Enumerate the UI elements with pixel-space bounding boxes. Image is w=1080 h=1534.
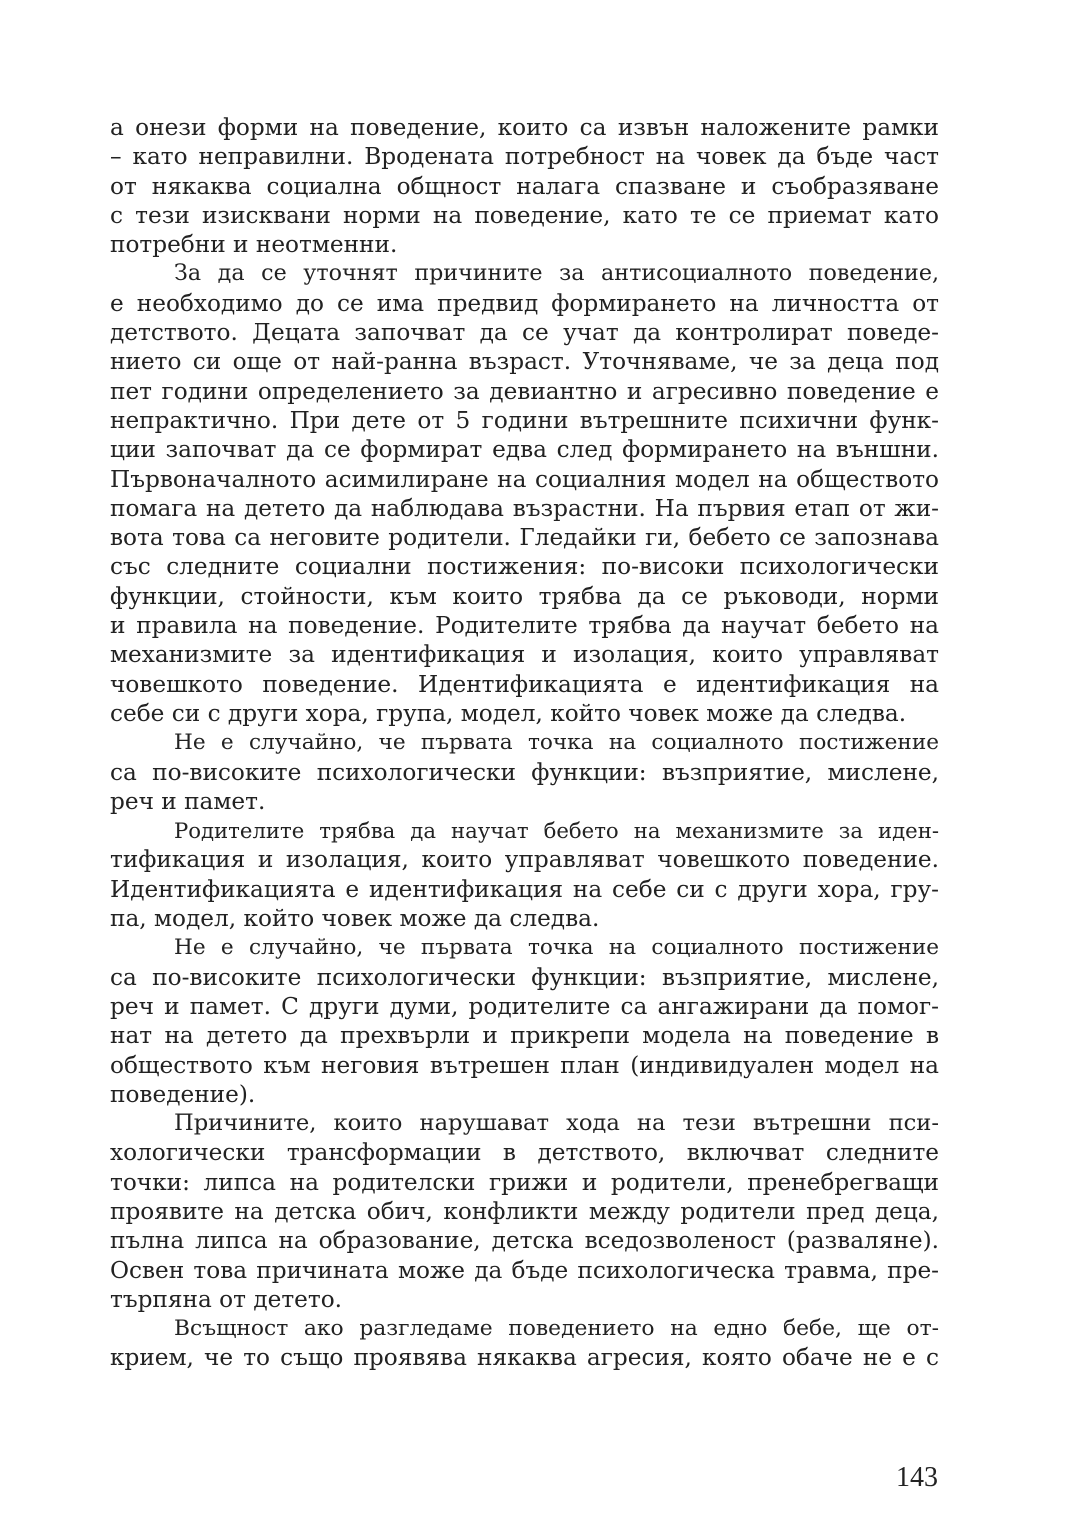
text-line: Не е случайно, че първата точка на социалното постижение — [174, 730, 939, 756]
page-body-text — [110, 113, 939, 1373]
text-line: ции започват да се формират едва след формирането на външни. — [110, 436, 939, 464]
text-line: Не е случайно, че първата точка на социалното постижение — [174, 935, 939, 961]
text-line: вота това са неговите родители. Гледайки ги, бебето се запознава — [110, 524, 939, 552]
text-line: нат на детето да прехвърли и прикрепи модела на поведение в — [110, 1022, 939, 1050]
text-line: реч и памет. — [110, 787, 266, 815]
text-line: с тези изисквани норми на поведение, като те се приемат като — [110, 201, 939, 229]
text-line: са по-високите психологически функции: възприятие, мислене, — [110, 758, 939, 786]
text-line: обществото към неговия вътрешен план (индивидуален модел на — [110, 1051, 939, 1079]
text-line: Идентификацията е идентификация на себе си с други хора, гру- — [110, 875, 939, 903]
text-line: Родителите трябва да научат бебето на механизмите за иден- — [174, 818, 939, 844]
text-line: – като неправилни. Вродената потребност на човек да бъде част — [110, 143, 939, 171]
text-line: са по-високите психологически функции: възприятие, мислене, — [110, 963, 939, 991]
text-line: тификация и изолация, които управляват човешкото поведение. — [110, 846, 939, 874]
text-line: Първоначалното асимилиране на социалния модел на обществото — [110, 465, 939, 493]
text-line: потребни и неотменни. — [110, 231, 398, 259]
text-line: точки: липса на родителски грижи и родители, пренебрегващи — [110, 1168, 939, 1196]
text-line: па, модел, който човек може да следва. — [110, 905, 600, 933]
text-line: е необходимо до се има предвид формирането на личността от — [110, 289, 939, 317]
text-line: Всъщност ако разгледаме поведението на едно бебе, ще от- — [174, 1316, 939, 1342]
text-line: реч и памет. С други думи, родителите са ангажирани да помог- — [110, 992, 939, 1020]
text-line: пет години определението за девиантно и агресивно поведение е — [110, 377, 939, 405]
text-line: със следните социални постижения: по-високи психологически — [110, 553, 939, 581]
text-line: пълна липса на образование, детска вседозволеност (разваляне). — [110, 1227, 939, 1255]
text-line: от някаква социална общност налага спазване и съобразяване — [110, 172, 939, 200]
text-line: търпяна от детето. — [110, 1285, 343, 1313]
text-line: функции, стойности, към които трябва да се ръководи, норми — [110, 582, 939, 610]
text-line: човешкото поведение. Идентификацията е идентификация на — [110, 670, 939, 698]
text-line: поведение). — [110, 1080, 256, 1108]
text-line: себе си с други хора, група, модел, който човек може да следва. — [110, 699, 907, 727]
text-line: механизмите за идентификация и изолация, които управляват — [110, 641, 939, 669]
text-line: За да се уточнят причините за антисоциалното поведение, — [174, 260, 939, 287]
text-line: Причините, които нарушават хода на тези вътрешни пси- — [174, 1110, 939, 1137]
text-line: а онези форми на поведение, които са извън наложените рамки — [110, 114, 939, 141]
text-line: Освен това причината може да бъде психологическа травма, пре- — [110, 1256, 939, 1284]
text-line: нието си още от най-ранна възраст. Уточняваме, че за деца под — [110, 348, 939, 376]
page-number: 143 — [896, 1462, 938, 1493]
text-line: и правила на поведение. Родителите трябва да научат бебето на — [110, 612, 939, 640]
text-line: проявите на детска обич, конфликти между родители пред деца, — [110, 1197, 939, 1225]
text-line: помага на детето да наблюдава възрастни. На първия етап от жи- — [110, 494, 939, 522]
text-line: крием, че то също проявява някаква агресия, която обаче не е с — [110, 1344, 939, 1372]
text-line: хологически трансформации в детството, включват следните — [110, 1139, 939, 1167]
text-line: непрактично. При дете от 5 години вътрешните психични функ- — [110, 406, 939, 434]
text-line: детството. Децата започват да се учат да контролират поведе- — [110, 319, 939, 347]
